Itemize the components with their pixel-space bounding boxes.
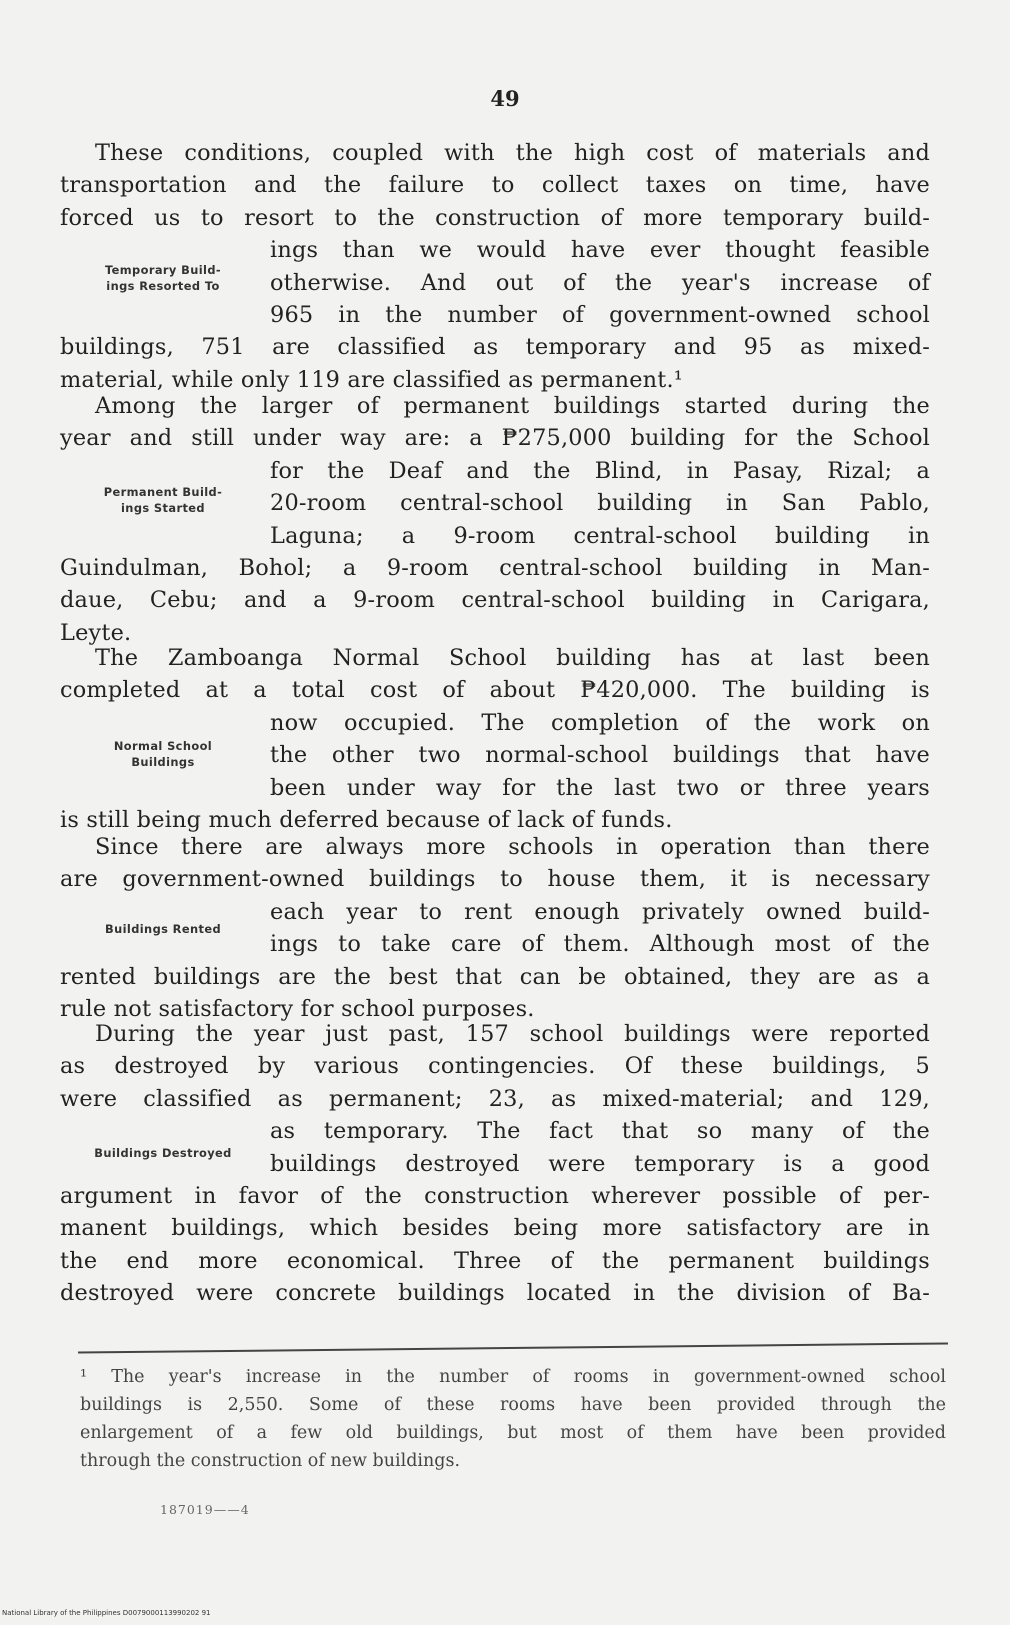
page-number: 49 [490, 86, 520, 111]
paragraph-5 [60, 1018, 930, 1310]
text-line: were classified as permanent; 23, as mixed-material; and 129, [60, 1085, 930, 1112]
footnote [80, 1363, 946, 1475]
text-line: the end more economical. Three of the permanent buildings [60, 1247, 930, 1274]
text-line: rule not satisfactory for school purposes. [60, 996, 535, 1023]
text-line: Since there are always more schools in operation than there [95, 834, 930, 860]
library-credit: National Library of the Philippines D0079000113990202 91 [2, 1609, 211, 1617]
text-line: Among the larger of permanent buildings started during the [95, 393, 930, 419]
text-line: year and still under way are: a ₱275,000 building for the School [60, 425, 930, 452]
printer-signature: 187019——4 [160, 1502, 250, 1517]
text-line: is still being much deferred because of lack of funds. [60, 807, 673, 834]
text-line: completed at a total cost of about ₱420,000. The building is [60, 677, 930, 704]
text-line: the other two normal-school buildings that have [270, 742, 930, 769]
text-line: rented buildings are the best that can be obtained, they are as a [60, 963, 930, 990]
sidenote-line: ings Resorted To [106, 279, 220, 293]
text-line: The Zamboanga Normal School building has at last been [95, 645, 930, 671]
text-line: 965 in the number of government-owned school [270, 302, 930, 329]
text-line: buildings destroyed were temporary is a good [270, 1150, 930, 1177]
text-line: are government-owned buildings to house them, it is necessary [60, 866, 930, 893]
sidenote-line: Buildings [131, 755, 195, 769]
text-line: forced us to resort to the construction of more temporary build- [60, 204, 930, 231]
sidenote-temporary-buildings [78, 262, 248, 294]
text-line: 20-room central-school building in San Pablo, [270, 490, 930, 517]
text-line: argument in favor of the construction wherever possible of per- [60, 1183, 930, 1210]
text-line: ings to take care of them. Although most of the [270, 931, 930, 958]
text-line: been under way for the last two or three years [270, 774, 930, 801]
text-line: daue, Cebu; and a 9-room central-school building in Carigara, [60, 587, 930, 614]
sidenote-buildings-destroyed [78, 1145, 248, 1161]
text-line: manent buildings, which besides being more satisfactory are in [60, 1215, 930, 1242]
footnote-line: buildings is 2,550. Some of these rooms have been provided through the [80, 1395, 946, 1415]
text-line: Guindulman, Bohol; a 9-room central-school building in Man- [60, 555, 930, 582]
sidenote-line: Normal School [113, 739, 213, 753]
text-line: each year to rent enough privately owned build- [270, 898, 930, 925]
text-line: as destroyed by various contingencies. Of these buildings, 5 [60, 1053, 930, 1080]
text-line: Leyte. [60, 619, 132, 646]
text-line: as temporary. The fact that so many of the [270, 1118, 930, 1145]
sidenote-normal-school [78, 738, 248, 770]
text-line: Laguna; a 9-room central-school building in [270, 522, 930, 549]
text-line: transportation and the failure to collect taxes on time, have [60, 172, 930, 199]
text-line: ings than we would have ever thought feasible [270, 237, 930, 264]
sidenote-buildings-rented [78, 921, 248, 937]
text-line: for the Deaf and the Blind, in Pasay, Rizal; a [270, 457, 930, 484]
text-line: destroyed were concrete buildings located in the division of Ba- [60, 1280, 930, 1307]
footnote-line: enlargement of a few old buildings, but most of them have been provided [80, 1423, 946, 1443]
text-line: otherwise. And out of the year's increase of [270, 269, 930, 296]
sidenote-permanent-buildings [78, 484, 248, 516]
paragraph-2 [60, 390, 930, 649]
footnote-line: ¹ The year's increase in the number of rooms in government-owned school [80, 1367, 946, 1387]
text-line: During the year just past, 157 school buildings were reported [95, 1021, 930, 1047]
text-line: material, while only 119 are classified as permanent.¹ [60, 366, 683, 393]
footnote-divider [78, 1342, 948, 1353]
sidenote-line: Buildings Destroyed [94, 1146, 232, 1160]
footnote-line: through the construction of new buildings. [80, 1451, 461, 1471]
sidenote-line: Buildings Rented [105, 922, 221, 936]
text-line: These conditions, coupled with the high cost of materials and [95, 140, 930, 166]
text-line: buildings, 751 are classified as temporary and 95 as mixed- [60, 334, 930, 361]
sidenote-line: ings Started [121, 501, 205, 515]
text-line: now occupied. The completion of the work on [270, 709, 930, 736]
sidenote-line: Permanent Build- [103, 485, 223, 499]
sidenote-line: Temporary Build- [104, 263, 222, 277]
